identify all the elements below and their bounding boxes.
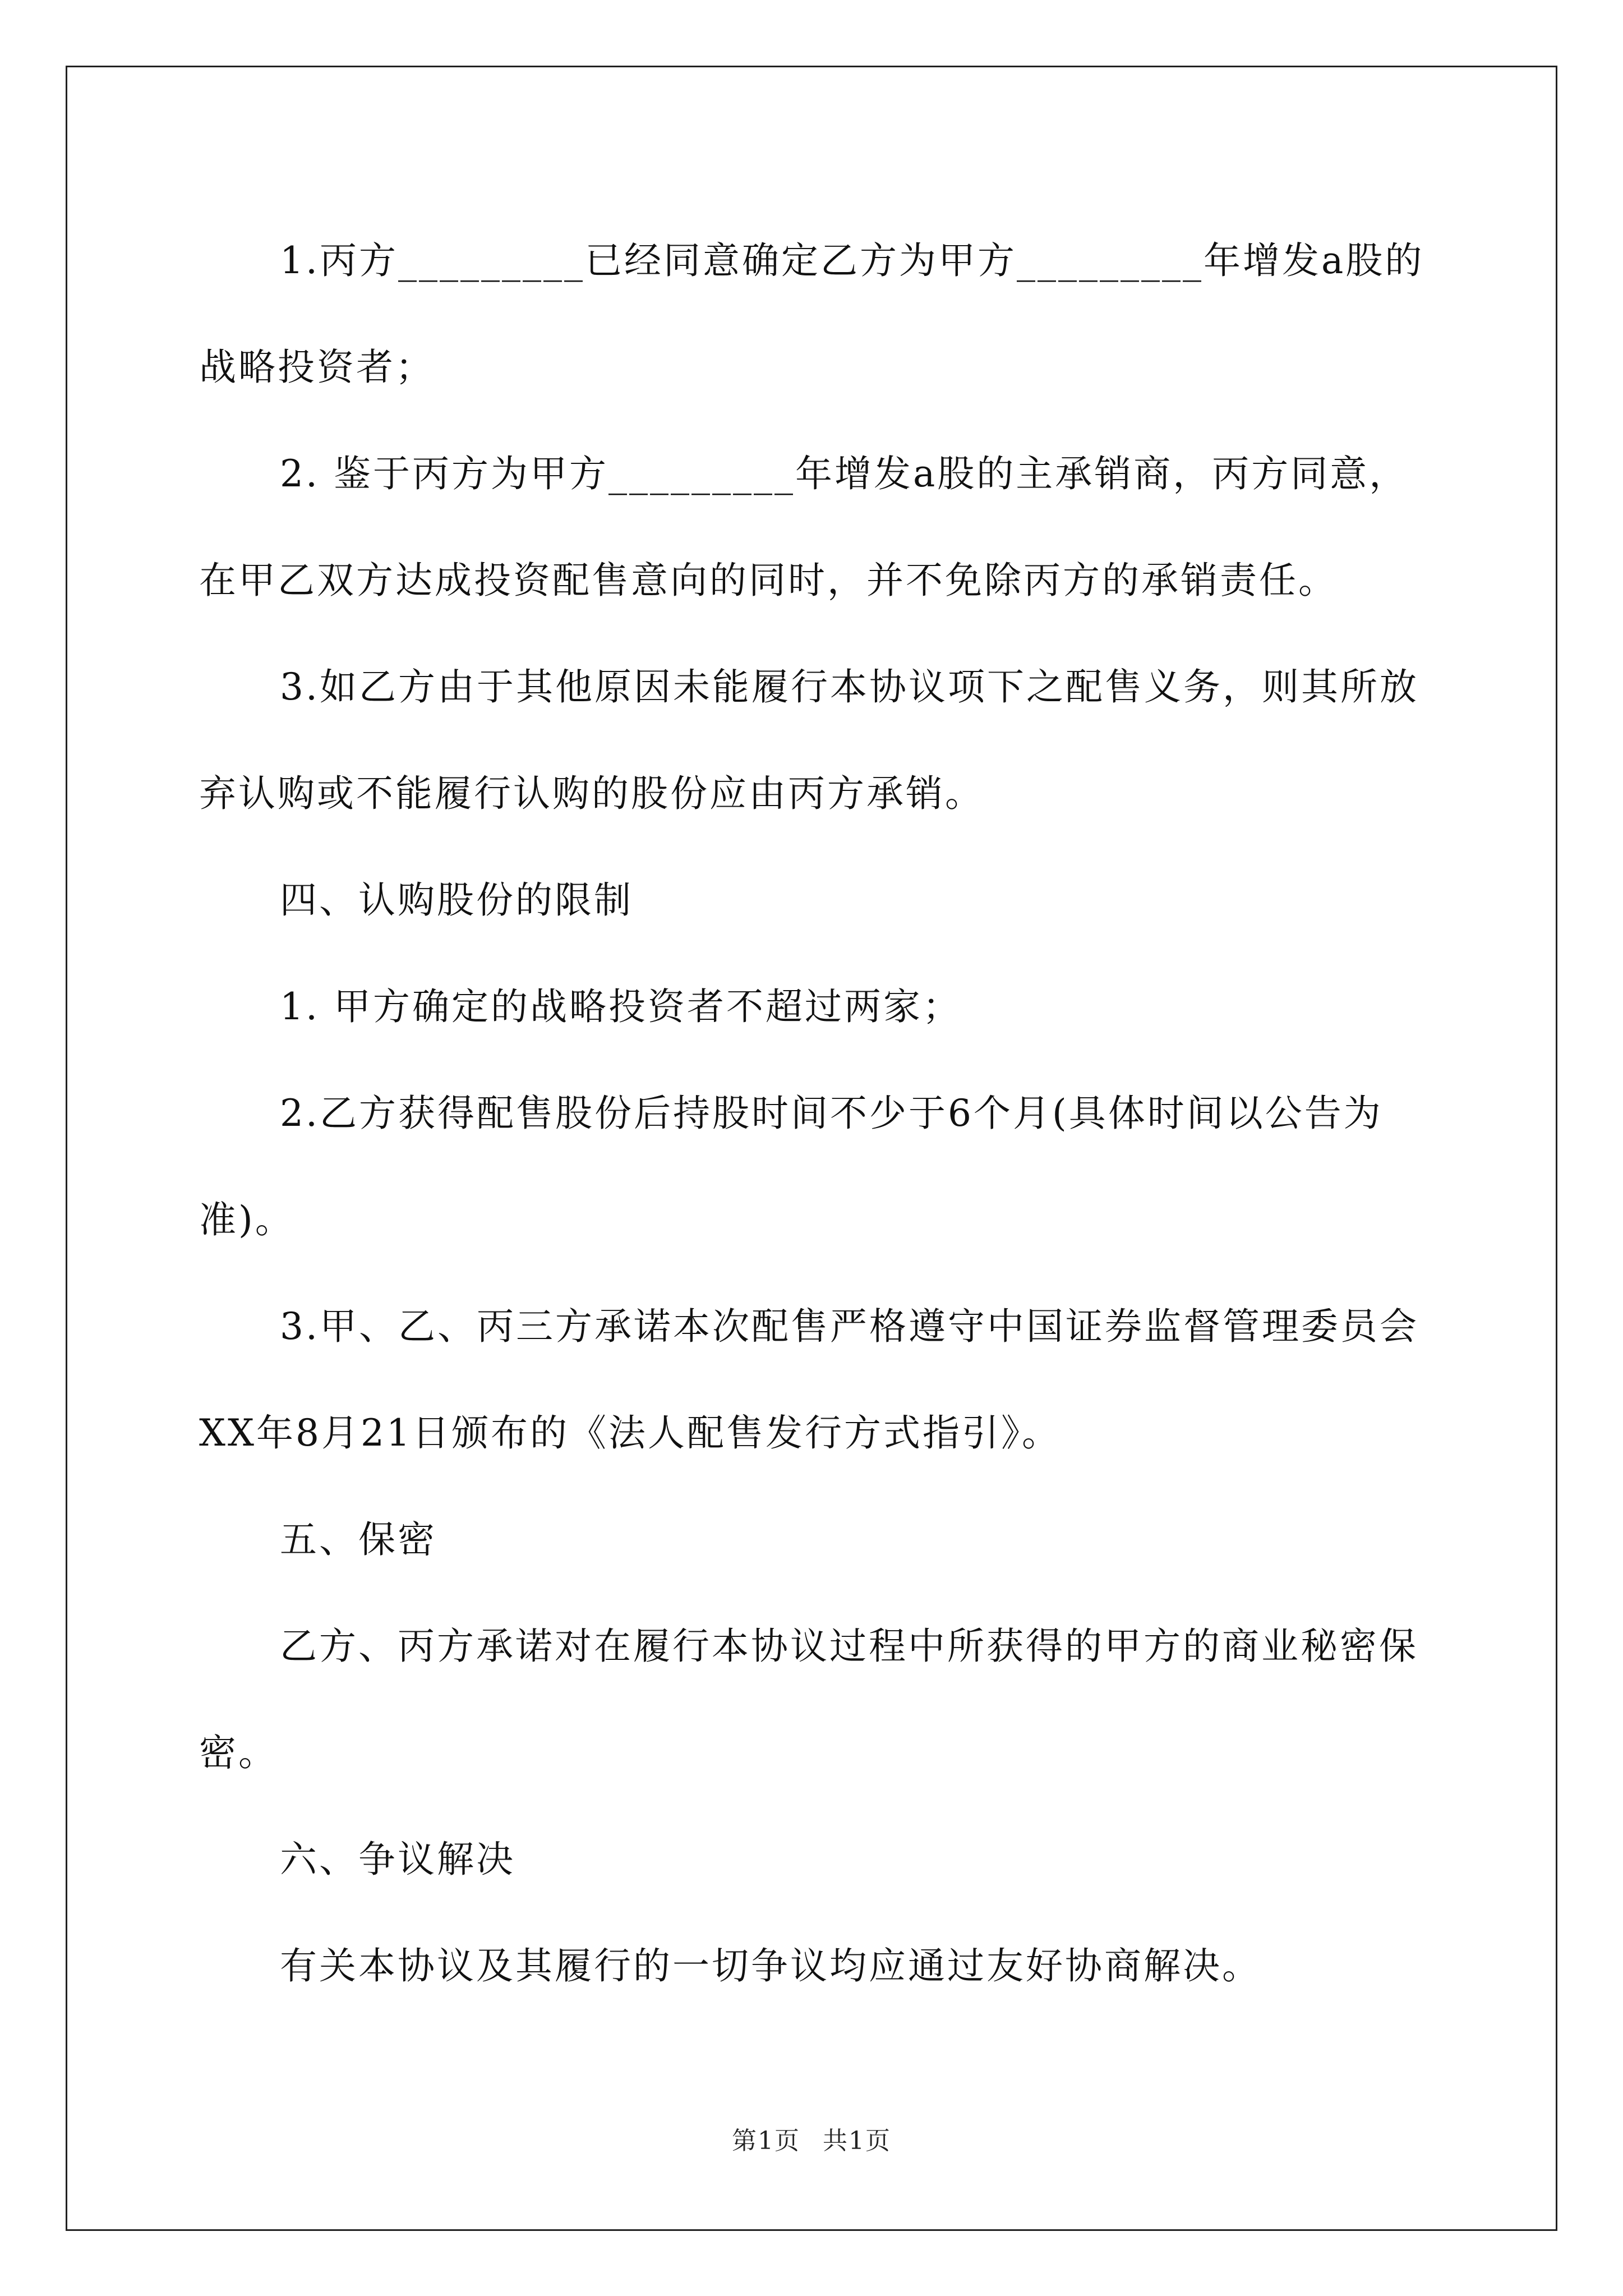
page-footer (0, 2120, 1623, 2156)
clause-4-2: 2.乙方获得配售股份后持股时间不少于6个月(具体时间以公告为准)。 (199, 1092, 1383, 1241)
document-body (199, 208, 1430, 2019)
section-heading-5: 五、保密 (280, 1518, 437, 1561)
section-heading-6: 六、争议解决 (280, 1838, 515, 1881)
clause-3-2: 2. 鉴于丙方为甲方_________年增发a股的主承销商，丙方同意，在甲乙双方达成投资配售意向的同时，并不免除丙方的承销责任。 (199, 452, 1409, 602)
clause-3-1: 1.丙方_________已经同意确定乙方为甲方_________年增发a股的战略投资者； (199, 239, 1424, 389)
clause-4-1: 1. 甲方确定的战略投资者不超过两家； (280, 985, 962, 1028)
clause-4-3: 3.甲、乙、丙三方承诺本次配售严格遵守中国证券监督管理委员会XX年8月21日颁布的《法人配售发行方式指引》。 (199, 1305, 1419, 1455)
clause-5: 乙方、丙方承诺对在履行本协议过程中所获得的甲方的商业秘密保密。 (199, 1625, 1418, 1774)
clause-3-3: 3.如乙方由于其他原因未能履行本协议项下之配售义务，则其所放弃认购或不能履行认购的股份应由丙方承销。 (199, 665, 1419, 815)
page-number-total: 共1页 (823, 2127, 891, 2155)
page-number-current: 第1页 (732, 2127, 800, 2155)
clause-6: 有关本协议及其履行的一切争议均应通过友好协商解决。 (280, 1944, 1261, 1987)
section-heading-4: 四、认购股份的限制 (280, 878, 633, 922)
